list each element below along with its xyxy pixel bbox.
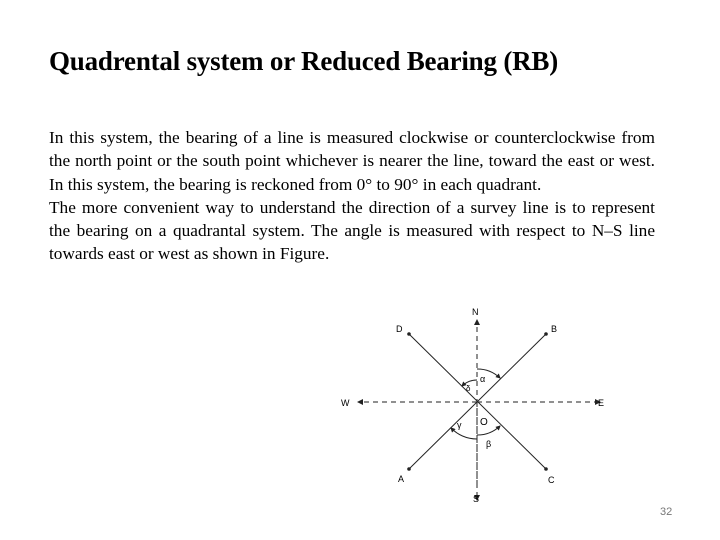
paragraph-definition: In this system, the bearing of a line is measured clockwise or counterclockwise from the north point or the south point whichever is nearer the line, toward the east or west. In this system, the bearing is reckoned from 0° to 90° in each quadrant. <box>49 128 655 194</box>
label-gamma: γ <box>457 420 462 430</box>
label-point-c: C <box>548 475 555 485</box>
label-alpha: α <box>480 374 486 384</box>
slide-title: Quadrental system or Reduced Bearing (RB) <box>49 46 559 76</box>
label-south: S <box>473 494 480 504</box>
label-origin: O <box>480 417 488 428</box>
label-delta: δ <box>466 384 471 393</box>
slide-body <box>49 126 655 266</box>
label-west: W <box>341 398 350 408</box>
label-point-d: D <box>396 324 403 334</box>
label-east: E <box>598 398 605 408</box>
gamma-arc <box>451 428 477 439</box>
label-beta: β <box>486 439 492 449</box>
quadrantal-bearing-figure <box>330 300 620 510</box>
paragraph-explanation: The more convenient way to understand the direction of a survey line is to represent the bearing on a quadrantal system. The angle is measured with respect to N–S line towards east or west as shown in Figure. <box>49 197 655 264</box>
page-number: 32 <box>660 506 673 518</box>
label-point-a: A <box>398 474 405 484</box>
label-north: N <box>472 307 479 317</box>
label-point-b: B <box>551 324 558 334</box>
